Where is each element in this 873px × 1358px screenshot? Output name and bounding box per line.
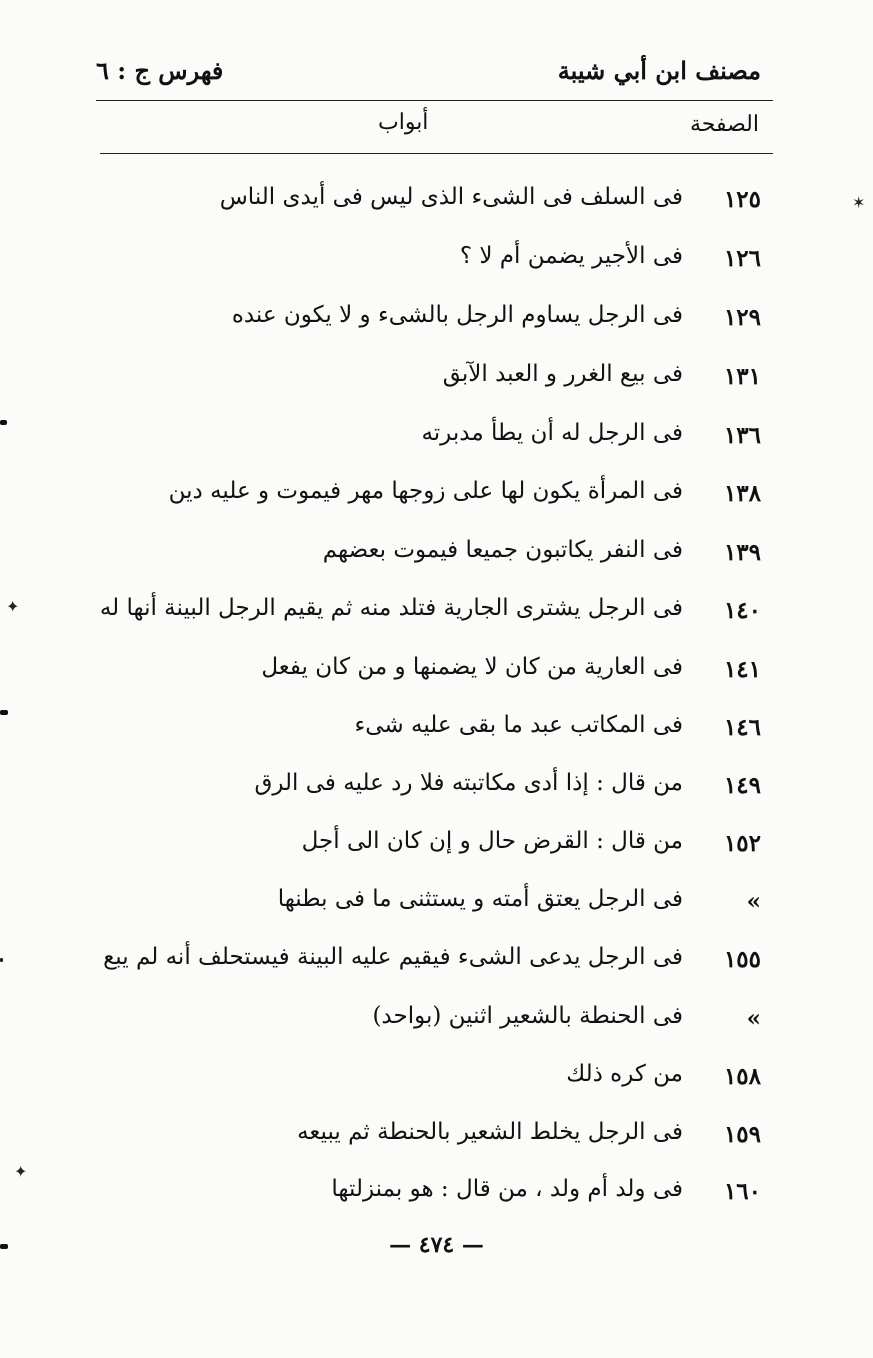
entry-page-number: ١٣٩ bbox=[723, 539, 761, 566]
header-rule bbox=[96, 100, 773, 101]
entry-title: فى المكاتب عبد ما بقى عليه شىء bbox=[354, 712, 683, 738]
entry-page-number: ١٥٩ bbox=[723, 1121, 761, 1148]
index-entry bbox=[90, 237, 761, 287]
scan-mark-icon: ✶ bbox=[852, 193, 866, 212]
index-entry bbox=[90, 355, 761, 405]
entry-page-number: ١٢٩ bbox=[723, 304, 761, 331]
index-entry bbox=[90, 997, 761, 1047]
entry-page-number: ١٣٦ bbox=[723, 422, 761, 449]
entry-page-number: ١٢٦ bbox=[723, 245, 761, 272]
entry-page-number: ١٤٦ bbox=[723, 714, 761, 741]
entry-ditto-mark: » bbox=[746, 888, 761, 915]
page-column-heading: الصفحة bbox=[689, 112, 759, 137]
entry-title: فى النفر يكاتبون جميعا فيموت بعضهم bbox=[322, 537, 683, 563]
page-number-footer: — ٤٧٤ — bbox=[389, 1232, 484, 1258]
entry-title: فى ولد أم ولد ، من قال : هو بمنزلتها bbox=[331, 1176, 683, 1202]
entry-title: فى الرجل يشترى الجارية فتلد منه ثم يقيم الرجل البينة أنها له bbox=[99, 595, 683, 621]
index-entry bbox=[90, 472, 761, 522]
chapters-column-heading: أبواب bbox=[378, 110, 429, 135]
scan-dot bbox=[0, 420, 7, 425]
entry-title: فى العارية من كان لا يضمنها و من كان يفعل bbox=[261, 654, 683, 680]
index-entry bbox=[90, 706, 761, 756]
scan-mark-icon: ✦ bbox=[6, 597, 20, 616]
entry-title: فى بيع الغرر و العبد الآبق bbox=[442, 361, 683, 387]
entry-title: فى الحنطة بالشعير اثنين (بواحد) bbox=[372, 1003, 683, 1029]
index-entry bbox=[90, 822, 761, 872]
entry-title: فى الرجل له أن يطأ مدبرته bbox=[421, 420, 683, 446]
index-entry bbox=[90, 648, 761, 698]
entry-page-number: ١٣١ bbox=[723, 363, 761, 390]
index-entry bbox=[90, 589, 761, 639]
scan-mark-icon: ✦ bbox=[14, 1162, 28, 1181]
entry-page-number: ١٤٩ bbox=[723, 772, 761, 799]
index-entry bbox=[90, 1170, 761, 1220]
entry-title: من كره ذلك bbox=[566, 1061, 683, 1087]
scan-dot bbox=[0, 1244, 8, 1249]
index-volume-label: فهرس ج : ٦ bbox=[96, 56, 224, 85]
scan-dot bbox=[0, 958, 3, 962]
entry-title: فى المرأة يكون لها على زوجها مهر فيموت و عليه دين bbox=[168, 478, 683, 504]
index-entry bbox=[90, 1055, 761, 1105]
entry-title: فى الرجل يساوم الرجل بالشىء و لا يكون عنده bbox=[231, 302, 683, 328]
entry-page-number: ١٥٥ bbox=[723, 946, 761, 973]
index-entry bbox=[90, 178, 761, 228]
index-entry bbox=[90, 938, 761, 988]
book-title: مصنف ابن أبي شيبة bbox=[557, 56, 761, 85]
entry-page-number: ١٥٢ bbox=[723, 830, 761, 857]
column-heading-rule bbox=[100, 153, 773, 154]
entry-page-number: ١٤١ bbox=[723, 656, 761, 683]
entry-title: فى السلف فى الشىء الذى ليس فى أيدى الناس bbox=[219, 184, 683, 210]
entry-ditto-mark: » bbox=[746, 1005, 761, 1032]
entry-title: فى الرجل يدعى الشىء فيقيم عليه البينة فيستحلف أنه لم يبع bbox=[103, 944, 683, 970]
scan-dot bbox=[0, 710, 8, 715]
index-entry bbox=[90, 764, 761, 814]
index-entry bbox=[90, 296, 761, 346]
entry-title: من قال : القرض حال و إن كان الى أجل bbox=[301, 828, 683, 854]
entry-page-number: ١٤٠ bbox=[723, 597, 761, 624]
entry-title: فى الرجل يعتق أمته و يستثنى ما فى بطنها bbox=[277, 886, 683, 912]
entry-title: فى الأجير يضمن أم لا ؟ bbox=[459, 243, 683, 269]
index-entry bbox=[90, 414, 761, 464]
entry-page-number: ١٢٥ bbox=[723, 186, 761, 213]
entry-page-number: ١٥٨ bbox=[723, 1063, 761, 1090]
entry-title: فى الرجل يخلط الشعير بالحنطة ثم يبيعه bbox=[297, 1119, 683, 1145]
index-entry bbox=[90, 880, 761, 930]
entry-page-number: ١٦٠ bbox=[723, 1178, 761, 1205]
entry-page-number: ١٣٨ bbox=[723, 480, 761, 507]
index-entry bbox=[90, 531, 761, 581]
entry-title: من قال : إذا أدى مكاتبته فلا رد عليه فى الرق bbox=[254, 770, 683, 796]
index-entry bbox=[90, 1113, 761, 1163]
